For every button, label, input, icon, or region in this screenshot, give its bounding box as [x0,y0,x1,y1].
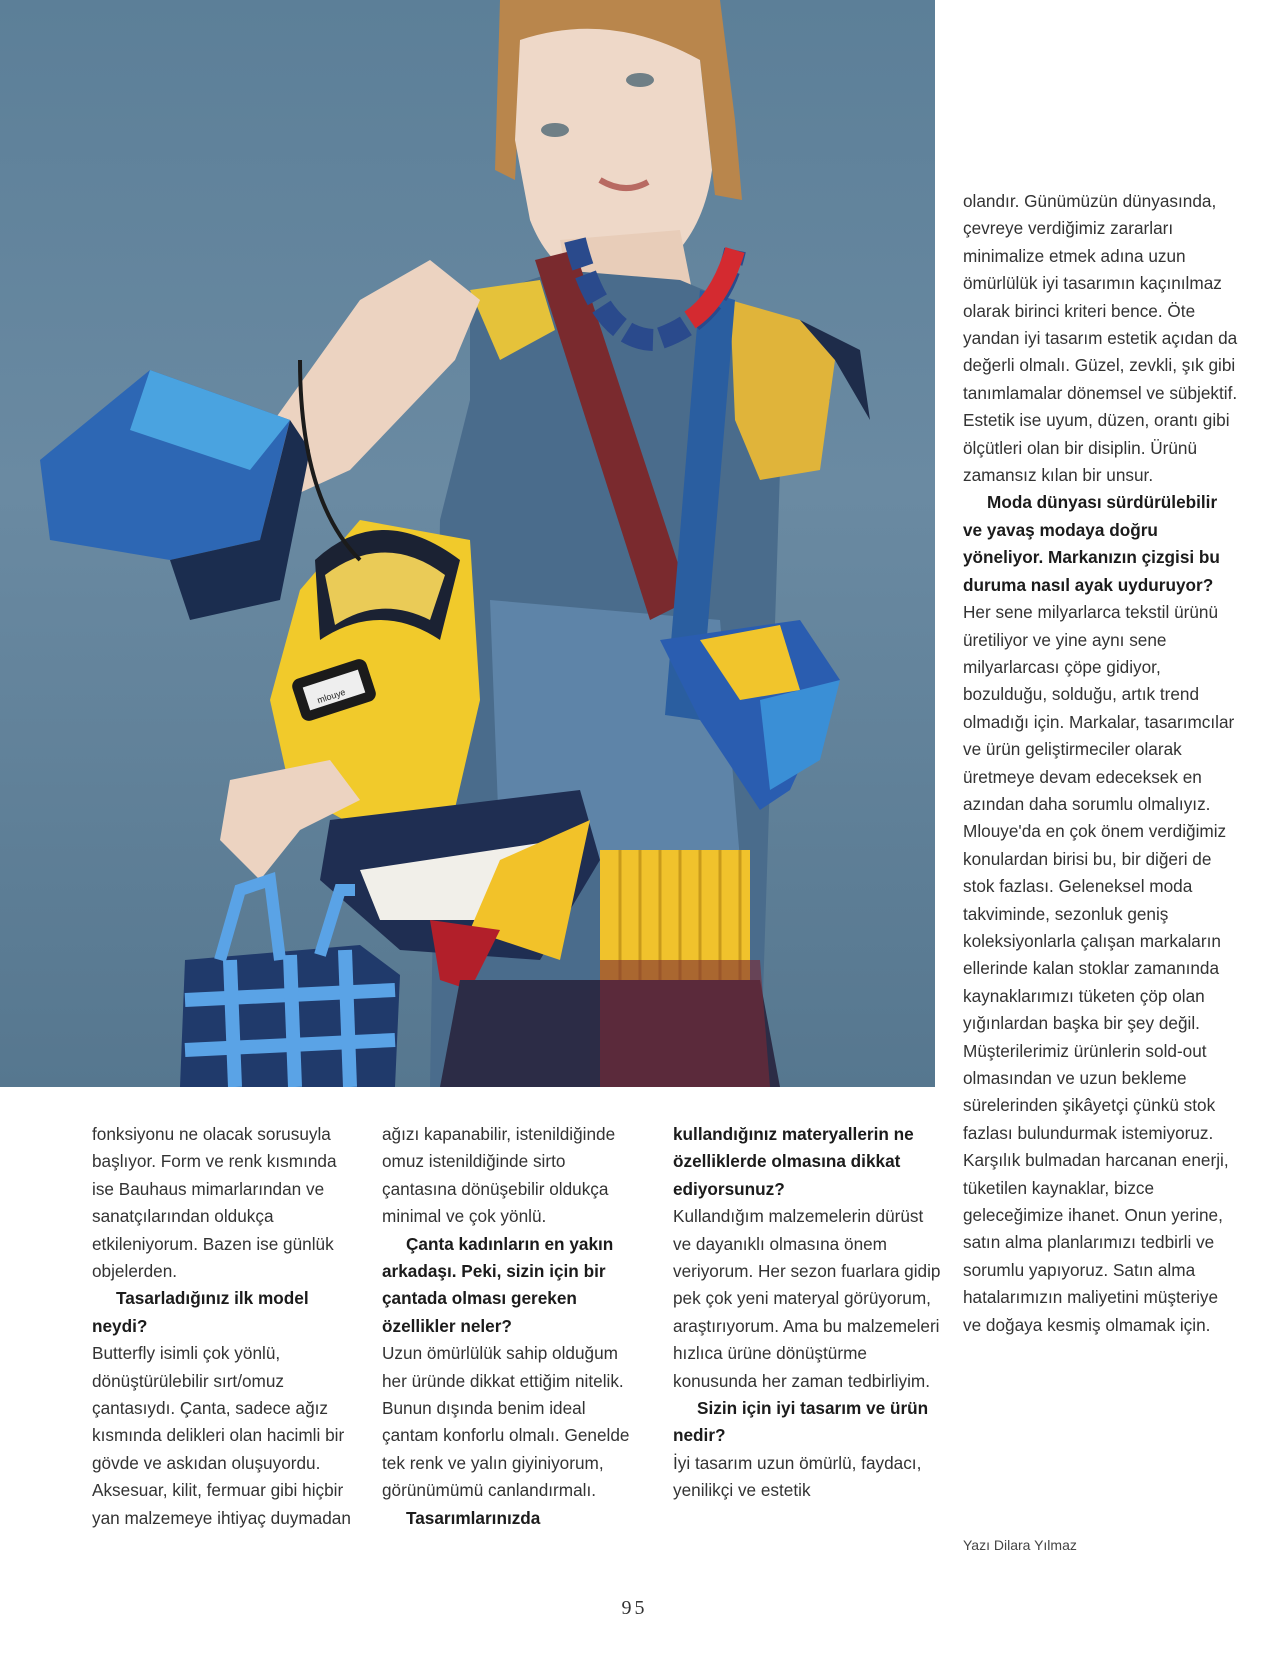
interview-question: Tasarladığınız ilk model neydi? [92,1288,309,1336]
interview-question: Tasarımlarınızda [406,1507,541,1528]
paragraph: İyi tasarım uzun ömürlü, faydacı, yenilikçi ve estetik [673,1452,922,1501]
interview-question: Moda dünyası sürdürülebilir ve yavaş modaya doğru yöneliyor. Markanızın çizgisi bu duruma nasıl ayak uyduruyor? [963,492,1220,595]
paragraph: Her sene milyarlarca tekstil ürünü üretiliyor ve yine aynı sene milyarlarcası çöpe gidiyor, bozulduğu, solduğu, artık trend olmadığı için. Markalar, tasarımcılar ve ürün geliştirmeciler olarak üretmeye devam edeceksek en azından daha sorumlu olmalıyız. Mlouye'da en çok önem verdiğimiz konulardan birisi bu, bir diğeri de stok fazlası. Geleneksel moda takviminde, sezonluk geniş koleksiyonlarla çalışan markaların ellerinde kalan stoklar zamanında kaynaklarımızı tüketen çöp olan yığınlardan başka bir şey değil. Müşterilerimiz ürünlerin sold-out olmasından ve uzun bekleme sürelerinden şikâyetçi çünkü stok fazlası bulundurmak istemiyoruz. Karşılık bulmadan harcanan enerji, tüketilen kaynaklar, bizce geleceğimize ihanet. Onun yerine, satın alma planlarımızı tedbirli ve sorumlu yapıyoruz. Satın alma hatalarımızın maliyetini müşteriye ve doğaya kesmiş olmamak için. [963,602,1235,1335]
paragraph: fonksiyonu ne olacak sorusuyla başlıyor. Form ve renk kısmında ise Bauhaus mimarlarından ve sanatçılarından oldukça etkileniyorum. Bazen ise günlük objelerden. [92,1124,337,1282]
article-column-1 [92,1121,354,1532]
interview-question: Sizin için iyi tasarım ve ürün nedir? [673,1398,929,1446]
paragraph: Kullandığım malzemelerin dürüst ve dayanıklı olmasına önem veriyorum. Her sezon fuarlara gidip pek çok yeni materyal görüyorum, araştırıyorum. Ama bu malzemeleri hızlıca ürüne dönüştürme konusunda her zaman tedbirliyim. [673,1206,941,1391]
article-column-4 [963,188,1238,1339]
page-number: 95 [621,1597,648,1619]
interview-question: kullandığınız materyallerin ne özelliklerde olmasına dikkat ediyorsunuz? [673,1124,914,1199]
paragraph: Uzun ömürlülük sahip olduğum her üründe dikkat ettiğim nitelik. Bunun dışında benim ideal çantam konforlu olmalı. Genelde tek renk ve yalın giyiniyorum, görünümümü canlandırmalı. [382,1343,630,1501]
interview-question: Çanta kadınların en yakın arkadaşı. Peki, sizin için bir çantada olması gereken özellikler neler? [382,1233,614,1336]
fashion-photo [0,0,935,1087]
article-column-2 [382,1121,644,1532]
author-credit: Yazı Dilara Yılmaz [963,1537,1077,1553]
model-with-bags-illustration [0,0,935,1087]
article-column-3 [673,1121,943,1505]
bag-label-text: mlouye [315,686,347,706]
paragraph: Butterfly isimli çok yönlü, dönüştürülebilir sırt/omuz çantasıydı. Çanta, sadece ağız kısmında delikleri olan hacimli bir gövde ve askıdan oluşuyordu. Aksesuar, kilit, fermuar gibi hiçbir yan malzemeye ihtiyaç duymadan [92,1343,351,1528]
paragraph: ağızı kapanabilir, istenildiğinde omuz istenildiğinde sirto çantasına dönüşebilir oldukça minimal ve çok yönlü. [382,1124,616,1227]
paragraph: olandır. Günümüzün dünyasında, çevreye verdiğimiz zararları minimalize etmek adına uzun ömürlülük iyi tasarımın kaçınılmaz olarak birinci kriteri bence. Öte yandan iyi tasarım estetik açıdan da değerli olmalı. Güzel, zevkli, şık gibi tanımlamalar dönemsel ve sübjektif. Estetik ise uyum, düzen, orantı gibi ölçütleri olan bir disiplin. Ürünü zamansız kılan bir unsur. [963,191,1238,486]
